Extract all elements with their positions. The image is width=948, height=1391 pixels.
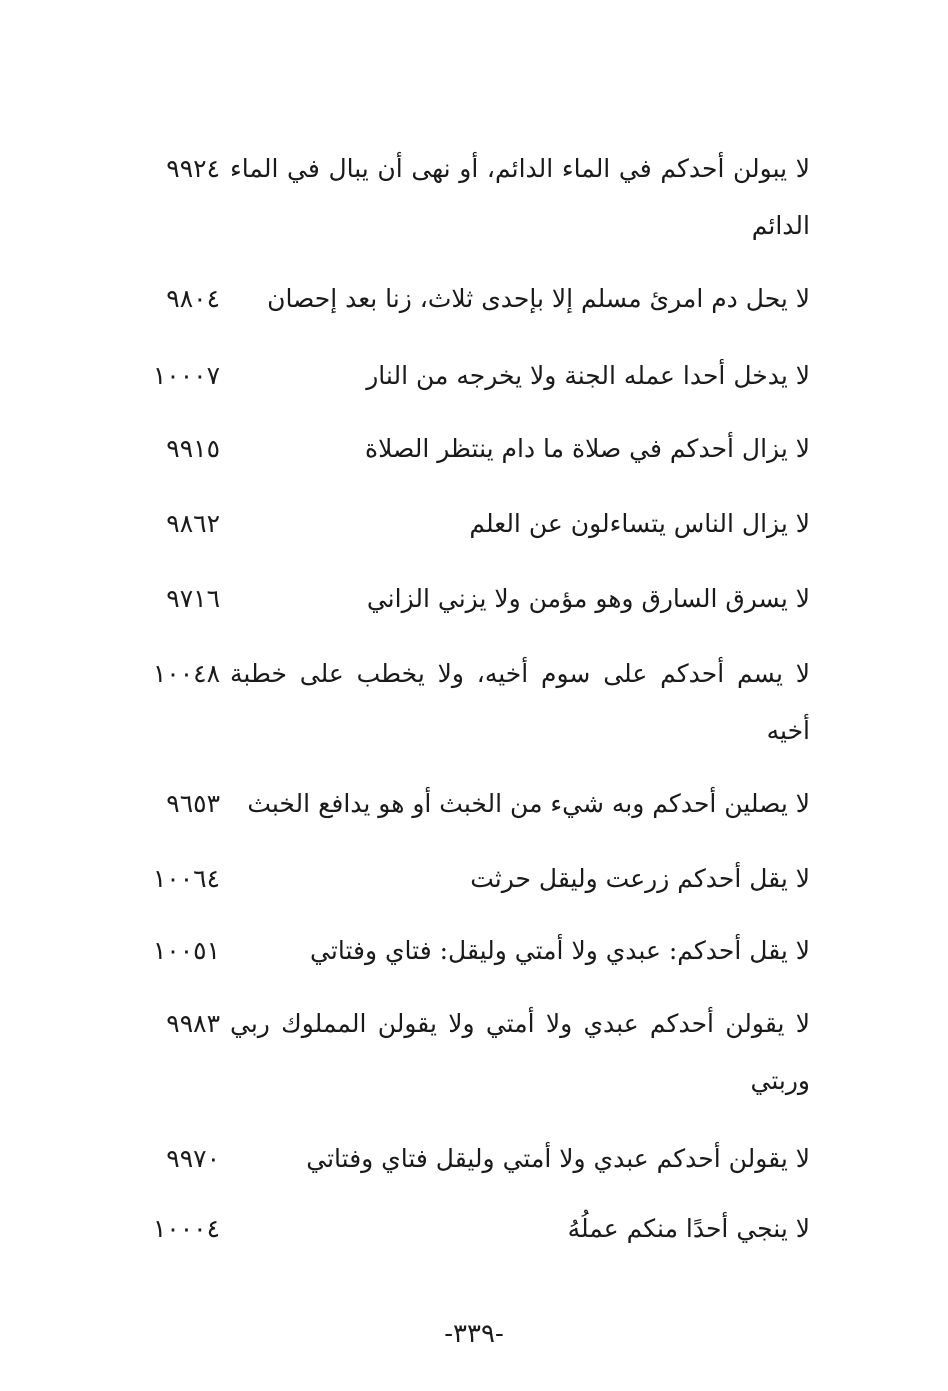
entry-number: ١٠٠٠٤ — [152, 1214, 220, 1243]
entry-number: ٩٩١٥ — [166, 434, 220, 463]
entry-text: لا يصلين أحدكم وبه شيء من الخبث أو هو يدافع الخبث — [247, 789, 810, 818]
entry-number: ١٠٠٥١ — [152, 936, 220, 965]
entry-number: ٩٨٠٤ — [166, 284, 220, 313]
entry-text: لا يحل دم امرئ مسلم إلا بإحدى ثلاث، زنا بعد إحصان — [267, 284, 810, 313]
entry-text: لا يدخل أحدا عمله الجنة ولا يخرجه من النار — [366, 361, 810, 390]
entry-number: ٩٦٥٣ — [166, 789, 220, 818]
entry-number: ٩٧١٦ — [166, 584, 220, 613]
entry-text: لا يقولن أحدكم عبدي ولا أمتي ولا يقولن المملوك ربي وربتي — [230, 1009, 810, 1095]
entry-number: ٩٩٨٣ — [166, 1009, 220, 1038]
entry-text: لا يقل أحدكم: عبدي ولا أمتي وليقل: فتاي وفتاتي — [310, 936, 810, 965]
entry-number: ١٠٠٦٤ — [152, 864, 220, 893]
entry-number: ١٠٠٤٨ — [152, 659, 220, 688]
entry-text: لا ينجي أحدًا منكم عملُهُ — [567, 1214, 810, 1243]
entry-number: ٩٩٧٠ — [166, 1144, 220, 1173]
entry-text: لا يقل أحدكم زرعت وليقل حرثت — [470, 864, 810, 893]
entry-text: لا يزال أحدكم في صلاة ما دام ينتظر الصلاة — [365, 434, 810, 463]
entry-text: لا يزال الناس يتساءلون عن العلم — [469, 509, 810, 538]
entry-text: لا يقولن أحدكم عبدي ولا أمتي وليقل فتاي وفتاتي — [306, 1144, 810, 1173]
entry-number: ٩٨٦٢ — [166, 509, 220, 538]
entry-text: لا يبولن أحدكم في الماء الدائم، أو نهى أن يبال في الماء الدائم — [230, 154, 810, 240]
page-number: -٣٣٩- — [444, 1319, 504, 1349]
entry-text: لا يسم أحدكم على سوم أخيه، ولا يخطب على خطبة أخيه — [230, 659, 810, 745]
entry-number: ٩٩٢٤ — [166, 154, 220, 183]
entry-text: لا يسرق السارق وهو مؤمن ولا يزني الزاني — [366, 584, 810, 613]
entry-number: ١٠٠٠٧ — [152, 361, 220, 390]
